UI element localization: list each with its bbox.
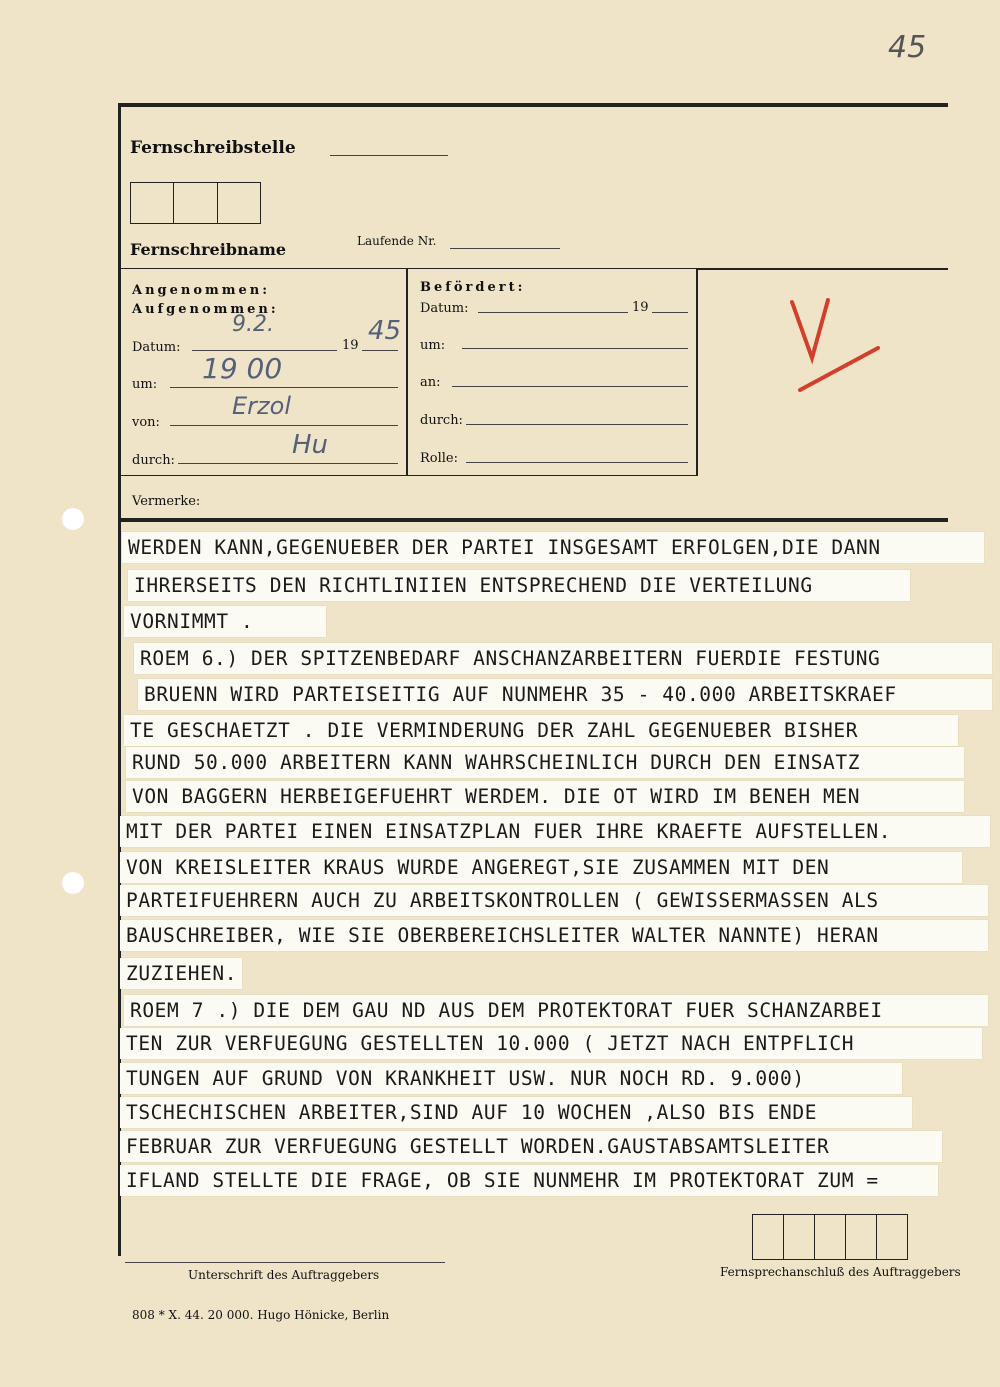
received-by-label: durch: [132,453,175,468]
serial-line [450,248,560,249]
punch-hole-top [62,508,84,530]
telex-line: PARTEIFUEHRERN AUCH ZU ARBEITSKONTROLLEN ( GEWISSERMASSEN ALS [120,885,988,916]
hw-time: 19 00 [202,352,283,385]
grid-right-top [696,268,948,270]
remarks-rule [120,518,948,522]
telex-line: VON BAGGERN HERBEIGEFUEHRT WERDEM. DIE OT WIRD IM BENEH MEN [126,781,964,812]
red-check-mark [780,290,890,410]
forwarded-year-line [652,312,688,313]
telex-line: TE GESCHAETZT . DIE VERMINDERUNG DER ZAHL GEGENUEBER BISHER [124,715,958,746]
telex-line: ROEM 7 .) DIE DEM GAU ND AUS DEM PROTEKTORAT FUER SCHANZARBEI [124,995,988,1026]
fernschreibname-label: Fernschreibname [130,240,287,259]
forwarded-year-prefix: 19 [632,300,649,315]
befoerdert-label: Befördert: [420,280,526,295]
top-rule [118,103,948,107]
forwarded-time-label: um: [420,338,446,353]
telex-line: BRUENN WIRD PARTEISEITIG AUF NUNMEHR 35 - 40.000 ARBEITSKRAEF [138,679,992,710]
telex-line: VORNIMMT . [124,606,326,637]
received-by-line [178,463,398,464]
forwarded-to-label: an: [420,375,441,390]
print-info: 808 * X. 44. 20 000. Hugo Hönicke, Berlin [132,1308,390,1322]
telex-line: ZUZIEHEN. [120,958,242,989]
signature-label: Unterschrift des Auftraggebers [188,1268,380,1282]
forwarded-time-line [462,348,688,349]
forwarded-roll-label: Rolle: [420,451,459,466]
laufende-nr-label: Laufende Nr. [357,234,437,248]
received-date-line [192,350,337,351]
title-line [330,155,448,156]
received-year-line [362,350,398,351]
telex-line: RUND 50.000 ARBEITERN KANN WAHRSCHEINLICH DURCH DEN EINSATZ [126,747,964,778]
hw-year: 45 [368,316,402,346]
forwarded-date-line [478,312,628,313]
telex-line: IHRERSEITS DEN RICHTLINIIEN ENTSPRECHEND DIE VERTEILUNG [128,570,910,601]
telex-line: MIT DER PARTEI EINEN EINSATZPLAN FUER IHRE KRAEFTE AUFSTELLEN. [120,816,990,847]
telex-line: FEBRUAR ZUR VERFUEGUNG GESTELLT WORDEN.GAUSTABSAMTSLEITER [120,1131,942,1162]
grid-divider-2 [696,268,698,476]
received-from-label: von: [132,415,160,430]
telex-line: VON KREISLEITER KRAUS WURDE ANGEREGT,SIE ZUSAMMEN MIT DEN [120,852,962,883]
page-number-handwritten: 45 [888,30,927,65]
form-title: Fernschreibstelle [130,138,296,158]
grid-divider-1 [406,268,408,476]
phone-label: Fernsprechanschluß des Auftraggebers [720,1265,961,1279]
forwarded-roll-line [466,462,688,463]
received-date-label: Datum: [132,340,181,355]
forwarded-date-label: Datum: [420,301,469,316]
remarks-label: Vermerke: [132,494,201,509]
telex-line: TUNGEN AUF GRUND VON KRANKHEIT USW. NUR NOCH RD. 9.000) [120,1063,902,1094]
aufgenommen-label: Aufgenommen: [132,302,279,317]
received-time-label: um: [132,377,158,392]
punch-hole-bottom [62,872,84,894]
forwarded-by-label: durch: [420,413,463,428]
hw-by: Hu [292,430,329,460]
telex-line: TEN ZUR VERFUEGUNG GESTELLTEN 10.000 ( JETZT NACH ENTPFLICH [120,1028,982,1059]
hw-date: 9.2. [232,312,274,337]
hw-from: Erzol [232,392,291,420]
received-from-line [170,425,398,426]
forwarded-by-line [466,424,688,425]
telex-line: BAUSCHREIBER, WIE SIE OBERBEREICHSLEITER WALTER NANNTE) HERAN [120,920,988,951]
telex-line: ROEM 6.) DER SPITZENBEDARF ANSCHANZARBEITERN FUERDIE FESTUNG [134,643,992,674]
received-time-line [170,387,398,388]
forwarded-to-line [452,386,688,387]
telex-line: IFLAND STELLTE DIE FRAGE, OB SIE NUNMEHR IM PROTEKTORAT ZUM = [120,1165,938,1196]
telex-line: TSCHECHISCHEN ARBEITER,SIND AUF 10 WOCHEN ,ALSO BIS ENDE [120,1097,912,1128]
received-year-prefix: 19 [342,338,359,353]
angenommen-label: Angenommen: [132,283,271,298]
telex-line: WERDEN KANN,GEGENUEBER DER PARTEI INSGESAMT ERFOLGEN,DIE DANN [122,532,984,563]
signature-line [125,1262,445,1263]
